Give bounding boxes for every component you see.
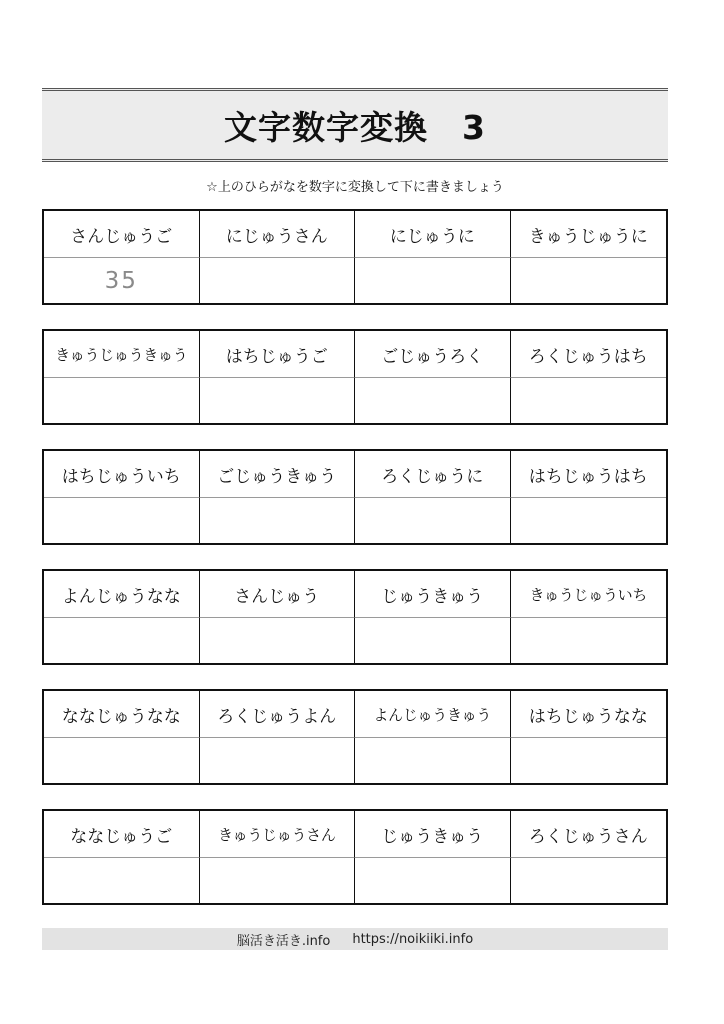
footer-site-name: 脳活き活き.info (236, 933, 331, 949)
instruction-text: ☆上のひらがなを数字に変換して下に書きましょう (206, 180, 504, 195)
answer-box[interactable] (44, 378, 200, 423)
hiragana-number-word: ななじゅうなな (44, 691, 200, 738)
hiragana-number-word: さんじゅうご (44, 211, 200, 258)
answer-box[interactable] (355, 378, 511, 423)
answer-box[interactable] (355, 618, 511, 663)
hiragana-number-word: ごじゅうろく (355, 331, 511, 378)
answer-box[interactable]: 35 (44, 258, 200, 303)
answer-box[interactable] (44, 858, 200, 903)
footer-band (42, 928, 668, 950)
hiragana-number-word: さんじゅう (200, 571, 356, 618)
answer-box[interactable] (355, 738, 511, 783)
hiragana-number-word: じゅうきゅう (355, 571, 511, 618)
answer-box[interactable] (355, 498, 511, 543)
answer-box[interactable] (200, 498, 356, 543)
exercise-row-1 (42, 209, 668, 305)
answer-box[interactable] (355, 858, 511, 903)
hiragana-number-word: ななじゅうご (44, 811, 200, 858)
hiragana-number-word: はちじゅういち (44, 451, 200, 498)
answer-box[interactable] (355, 258, 511, 303)
answer-box[interactable] (511, 618, 667, 663)
hiragana-number-word: ろくじゅうに (355, 451, 511, 498)
hiragana-number-word: ろくじゅうよん (200, 691, 356, 738)
answer-box[interactable] (511, 378, 667, 423)
hiragana-number-word: よんじゅうなな (44, 571, 200, 618)
answer-box[interactable] (44, 738, 200, 783)
exercise-row-4 (42, 569, 668, 665)
exercise-row-2 (42, 329, 668, 425)
exercise-row-5 (42, 689, 668, 785)
answer-box[interactable] (511, 258, 667, 303)
hiragana-number-word: にじゅうさん (200, 211, 356, 258)
hiragana-number-word: きゅうじゅういち (511, 571, 667, 618)
hiragana-number-word: よんじゅうきゅう (355, 691, 511, 738)
answer-box[interactable] (200, 258, 356, 303)
title-banner (42, 88, 668, 162)
hiragana-number-word: きゅうじゅうに (511, 211, 667, 258)
hiragana-number-word: はちじゅうはち (511, 451, 667, 498)
exercise-row-3 (42, 449, 668, 545)
answer-box[interactable] (511, 498, 667, 543)
hiragana-number-word: ろくじゅうはち (511, 331, 667, 378)
exercise-row-6 (42, 809, 668, 905)
hiragana-number-word: ろくじゅうさん (511, 811, 667, 858)
hiragana-number-word: はちじゅうご (200, 331, 356, 378)
hiragana-number-word: はちじゅうなな (511, 691, 667, 738)
hiragana-number-word: じゅうきゅう (355, 811, 511, 858)
page-title: 文字数字変換 3 (224, 107, 486, 147)
hiragana-number-word: きゅうじゅうさん (200, 811, 356, 858)
hiragana-number-word: ごじゅうきゅう (200, 451, 356, 498)
footer-url[interactable]: https://noikiiki.info (352, 931, 474, 947)
hiragana-number-word: きゅうじゅうきゅう (44, 331, 200, 378)
answer-box[interactable] (44, 498, 200, 543)
answer-box[interactable] (200, 738, 356, 783)
answer-box[interactable] (200, 858, 356, 903)
answer-box[interactable] (200, 618, 356, 663)
answer-box[interactable] (511, 738, 667, 783)
answer-box[interactable] (200, 378, 356, 423)
answer-box[interactable] (44, 618, 200, 663)
hiragana-number-word: にじゅうに (355, 211, 511, 258)
answer-box[interactable] (511, 858, 667, 903)
